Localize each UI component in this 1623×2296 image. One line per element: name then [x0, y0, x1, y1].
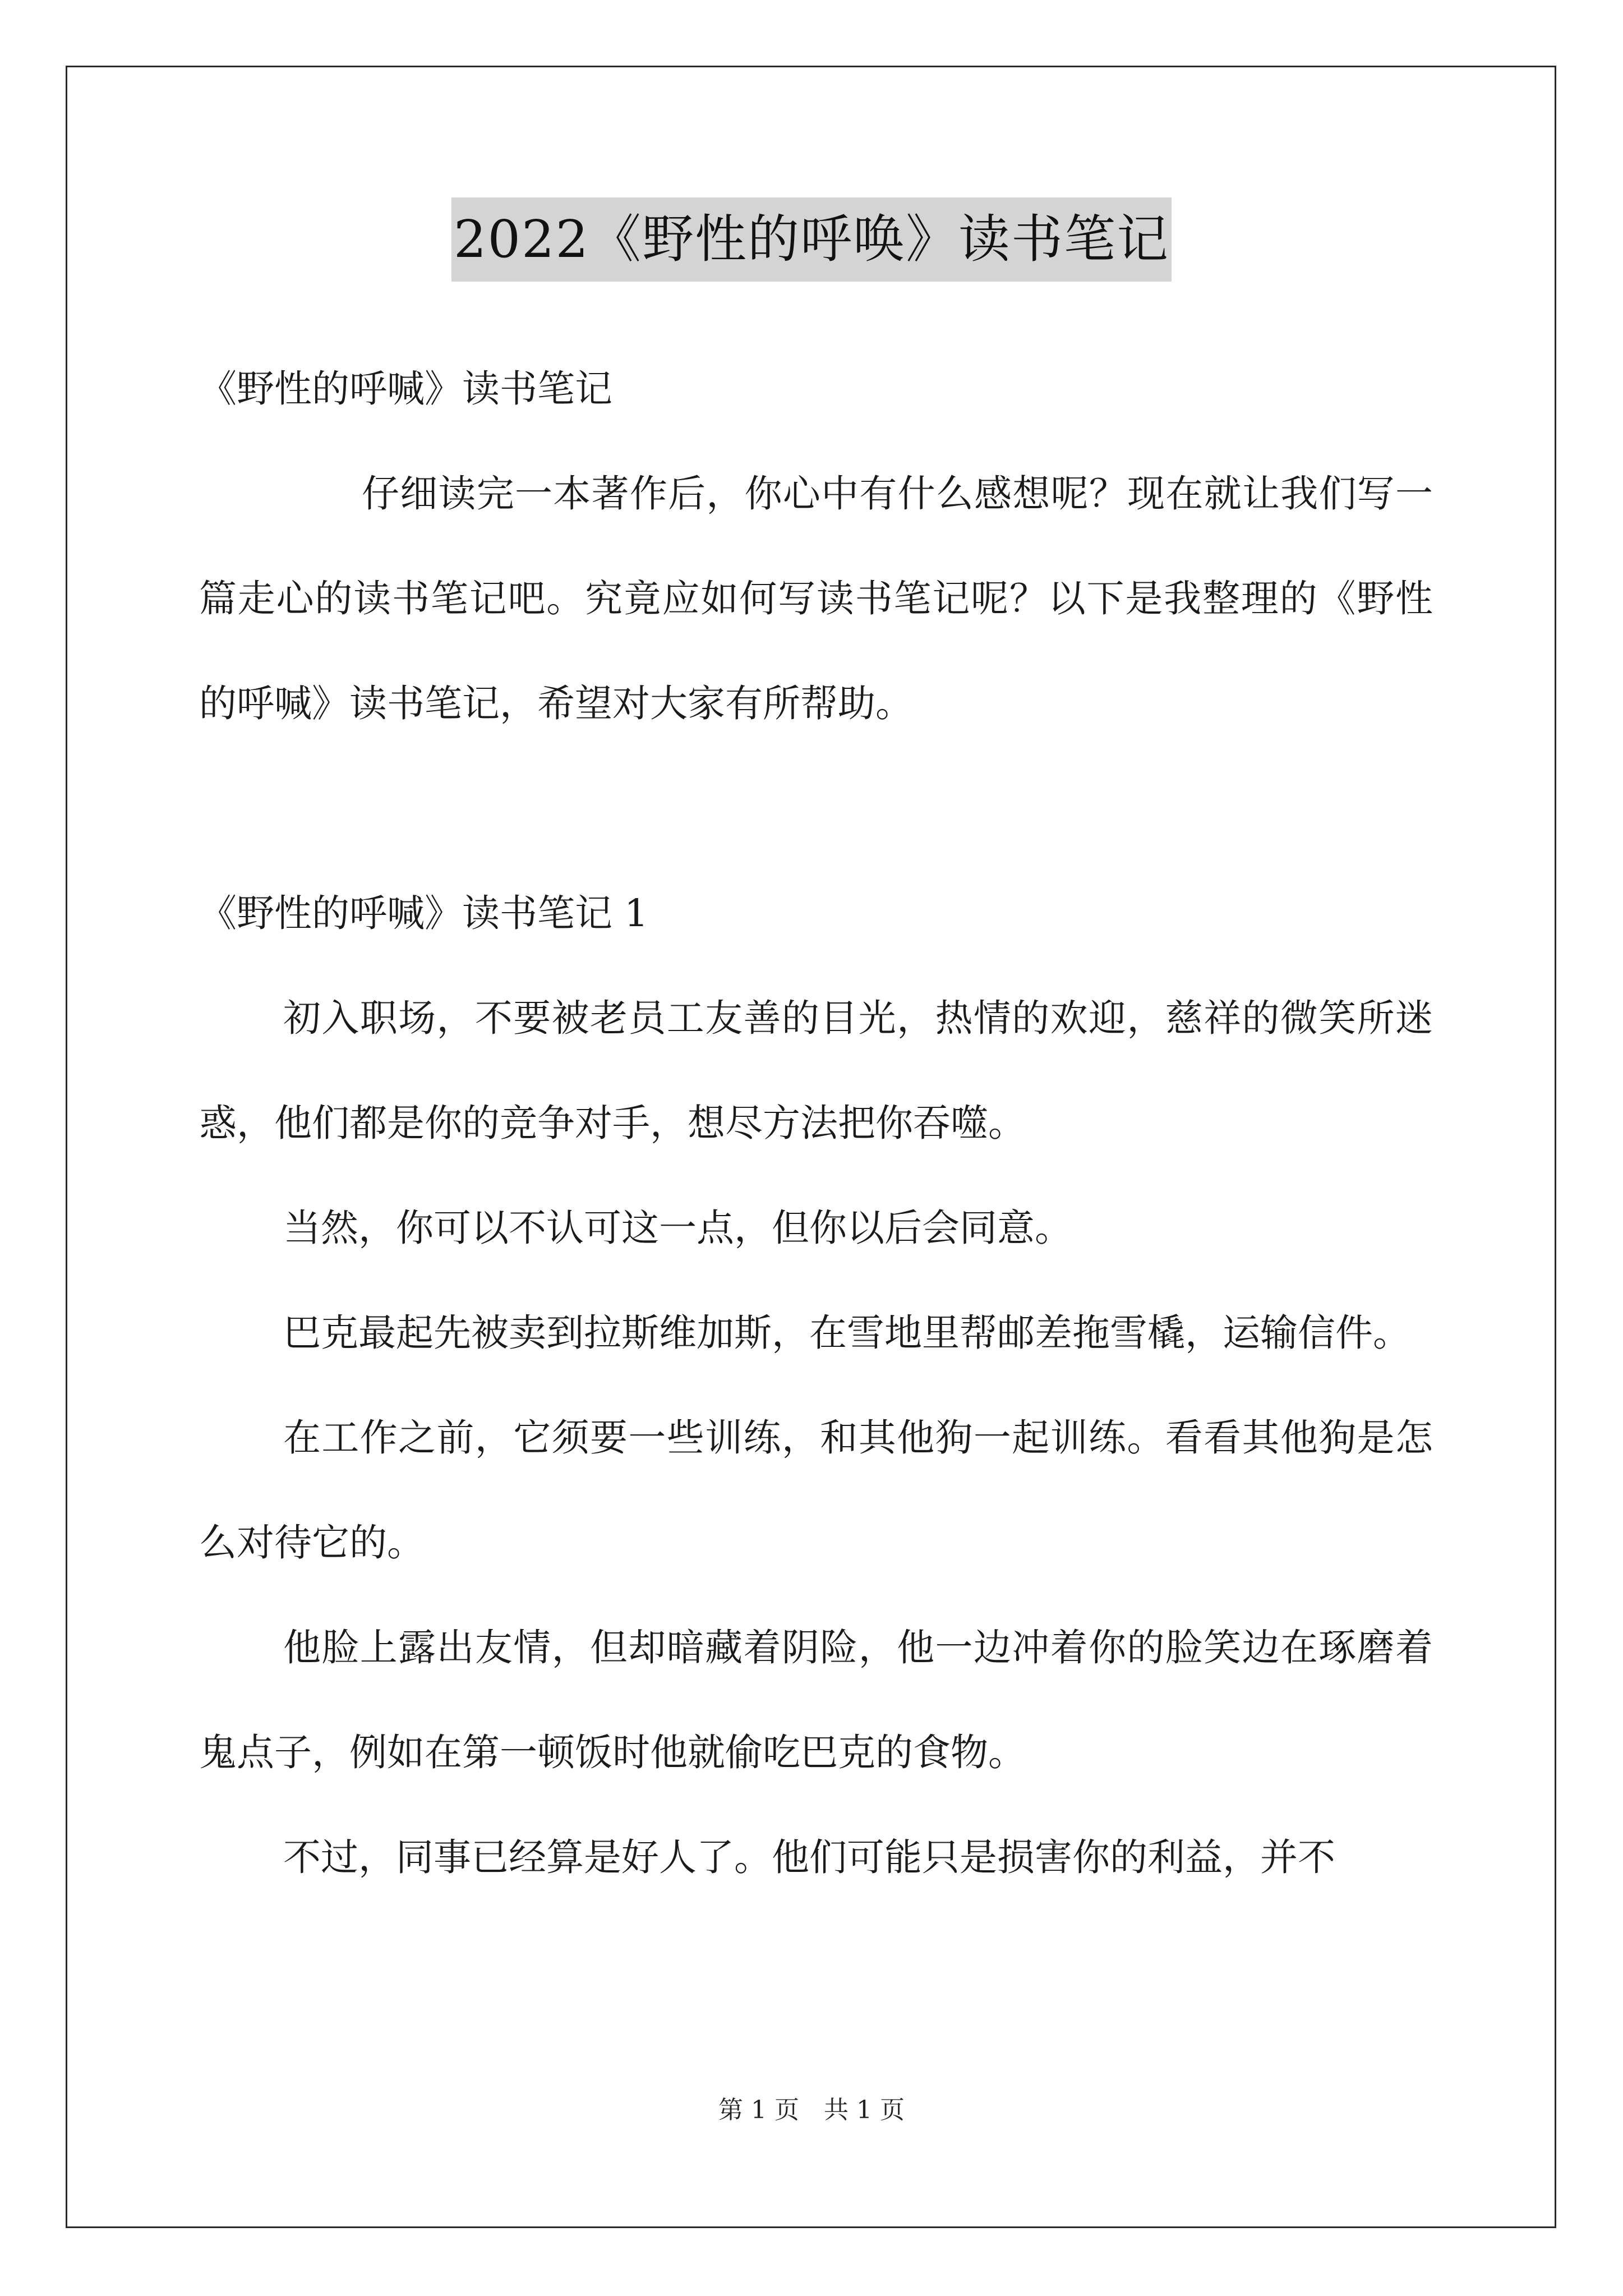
section-heading: 《野性的呼喊》读书笔记 1: [199, 891, 648, 935]
body-paragraph: 初入职场，不要被老员工友善的目光，热情的欢迎，慈祥的微笑所迷惑，他们都是你的竞争对手，想尽方法把你吞噬。: [199, 996, 1433, 1145]
body-paragraph: 在工作之前，它须要一些训练，和其他狗一起训练。看看其他狗是怎么对待它的。: [199, 1416, 1433, 1565]
title-container: [0, 197, 1623, 282]
body-paragraph: 当然，你可以不认可这一点，但你以后会同意。: [283, 1206, 1072, 1250]
body-paragraph: 不过，同事已经算是好人了。他们可能只是损害你的利益，并不: [283, 1835, 1335, 1879]
body-paragraph: 巴克最起先被卖到拉斯维加斯，在雪地里帮邮差拖雪橇，运输信件。: [283, 1311, 1410, 1355]
document-body: [199, 337, 1433, 1910]
subtitle: 《野性的呼喊》读书笔记: [199, 367, 612, 411]
document-title: 2022《野性的呼唤》读书笔记: [451, 197, 1172, 282]
intro-paragraph: 仔细读完一本著作后，你心中有什么感想呢？现在就让我们写一篇走心的读书笔记吧。究竟应如何写读书笔记呢？以下是我整理的《野性的呼喊》读书笔记，希望对大家有所帮助。: [199, 472, 1433, 725]
blank-line: [199, 756, 1433, 861]
body-paragraph: 他脸上露出友情，但却暗藏着阴险，他一边冲着你的脸笑边在琢磨着鬼点子，例如在第一顿饭时他就偷吃巴克的食物。: [199, 1626, 1433, 1774]
page-footer: 第 1 页 共 1 页: [718, 2096, 905, 2124]
